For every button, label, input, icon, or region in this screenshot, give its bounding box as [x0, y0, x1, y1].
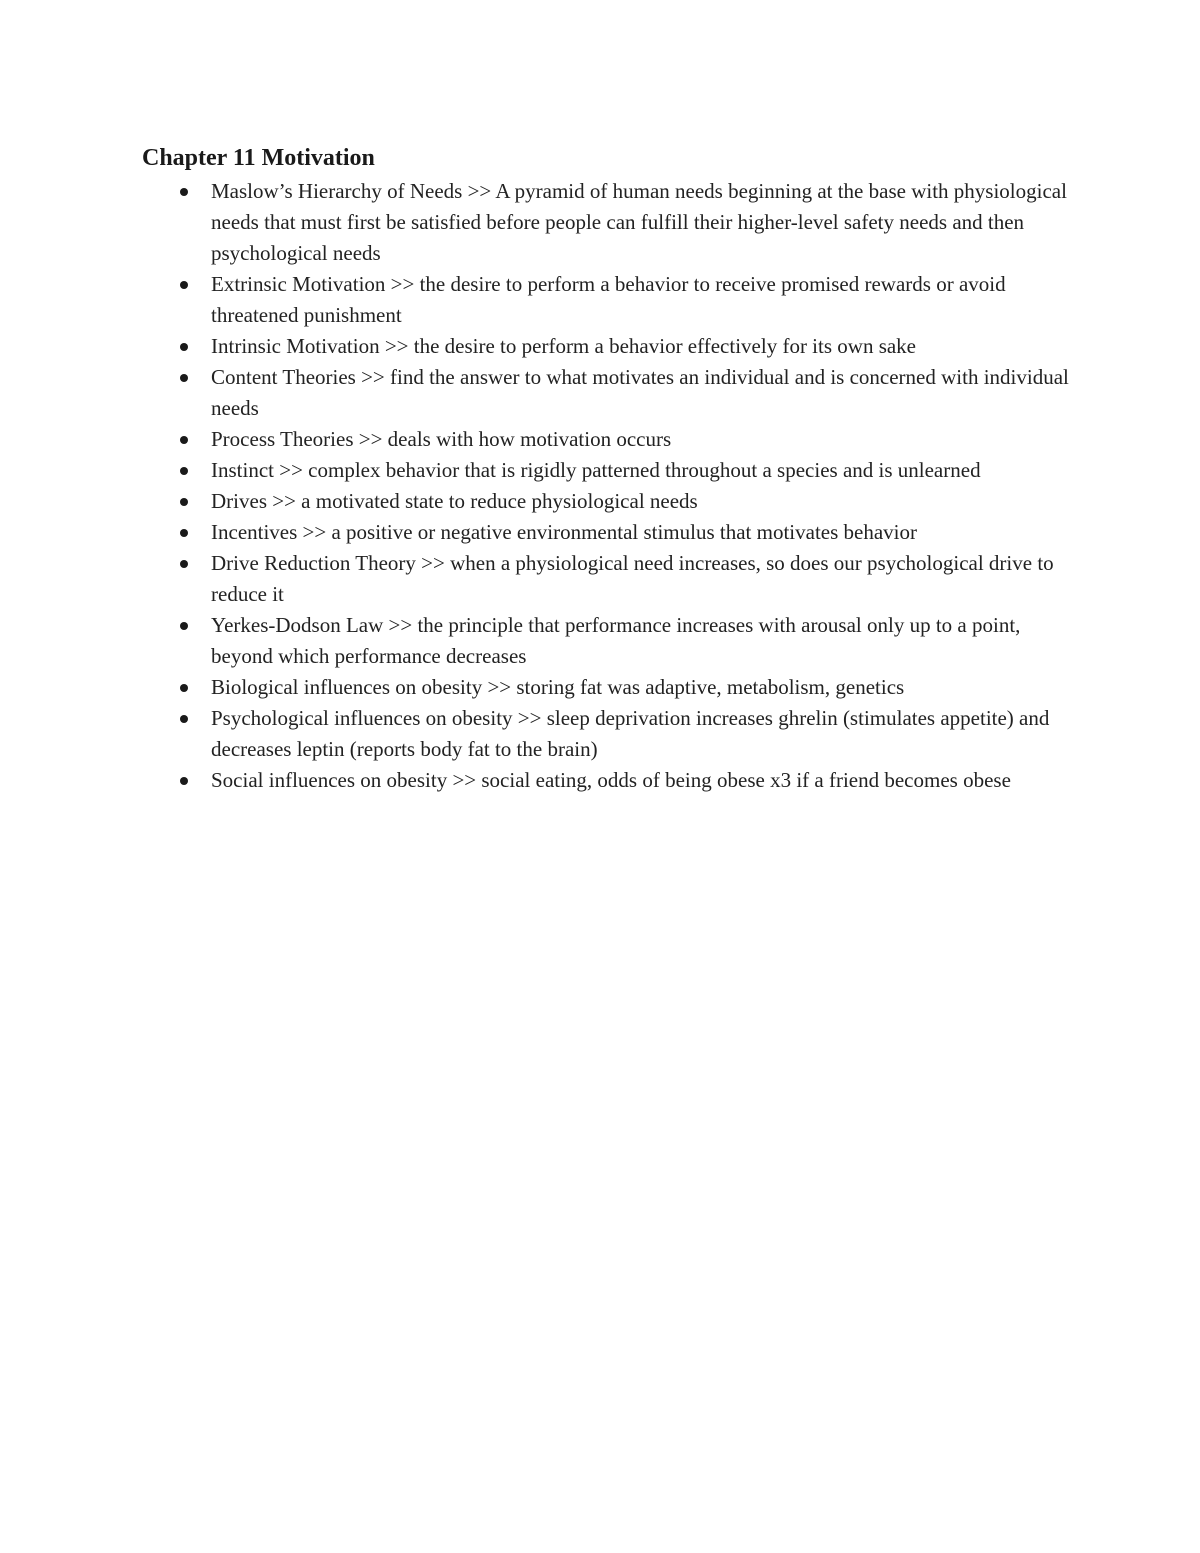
list-item-text: Incentives >> a positive or negative environmental stimulus that motivates behavior — [211, 520, 918, 544]
bullet-icon — [180, 374, 188, 382]
list-item-text: Drive Reduction Theory >> when a physiological need increases, so does our psychological drive to reduce it — [211, 551, 1054, 606]
list-item — [142, 331, 1072, 362]
chapter-title: Chapter 11 Motivation — [142, 145, 375, 171]
bullet-icon — [180, 281, 188, 289]
document-content — [142, 140, 1072, 796]
list-item — [142, 517, 1072, 548]
list-item — [142, 269, 1072, 331]
list-item-text: Drives >> a motivated state to reduce physiological needs — [211, 489, 698, 513]
list-item-text: Process Theories >> deals with how motivation occurs — [211, 427, 672, 451]
bullet-icon — [180, 684, 188, 692]
notes-list — [142, 176, 1072, 796]
list-item — [142, 610, 1072, 672]
list-item — [142, 765, 1072, 796]
bullet-icon — [180, 622, 188, 630]
list-item-text: Biological influences on obesity >> storing fat was adaptive, metabolism, genetics — [211, 675, 905, 699]
bullet-icon — [180, 498, 188, 506]
list-item — [142, 486, 1072, 517]
bullet-icon — [180, 467, 188, 475]
list-item — [142, 548, 1072, 610]
list-item — [142, 176, 1072, 269]
bullet-icon — [180, 188, 188, 196]
list-item-text: Intrinsic Motivation >> the desire to perform a behavior effectively for its own sake — [211, 334, 917, 358]
list-item — [142, 703, 1072, 765]
bullet-icon — [180, 560, 188, 568]
list-item-text: Yerkes-Dodson Law >> the principle that performance increases with arousal only up to a point, beyond which performance decreases — [211, 613, 1021, 668]
list-item — [142, 424, 1072, 455]
bullet-icon — [180, 436, 188, 444]
list-item-text: Maslow’s Hierarchy of Needs >> A pyramid of human needs beginning at the base with physiological needs that must first be satisfied before people can fulfill their higher-level safety needs and then psychological needs — [211, 179, 1067, 265]
list-item-text: Instinct >> complex behavior that is rigidly patterned throughout a species and is unlearned — [211, 458, 981, 482]
list-item-text: Content Theories >> find the answer to what motivates an individual and is concerned with individual needs — [211, 365, 1069, 420]
bullet-icon — [180, 343, 188, 351]
list-item — [142, 672, 1072, 703]
list-item-text: Extrinsic Motivation >> the desire to perform a behavior to receive promised rewards or avoid threatened punishment — [211, 272, 1006, 327]
list-item — [142, 362, 1072, 424]
list-item — [142, 455, 1072, 486]
list-item-text: Social influences on obesity >> social eating, odds of being obese x3 if a friend becomes obese — [211, 768, 1011, 792]
list-item-text: Psychological influences on obesity >> sleep deprivation increases ghrelin (stimulates appetite) and decreases leptin (reports body fat to the brain) — [211, 706, 1050, 761]
bullet-icon — [180, 715, 188, 723]
bullet-icon — [180, 529, 188, 537]
bullet-icon — [180, 777, 188, 785]
